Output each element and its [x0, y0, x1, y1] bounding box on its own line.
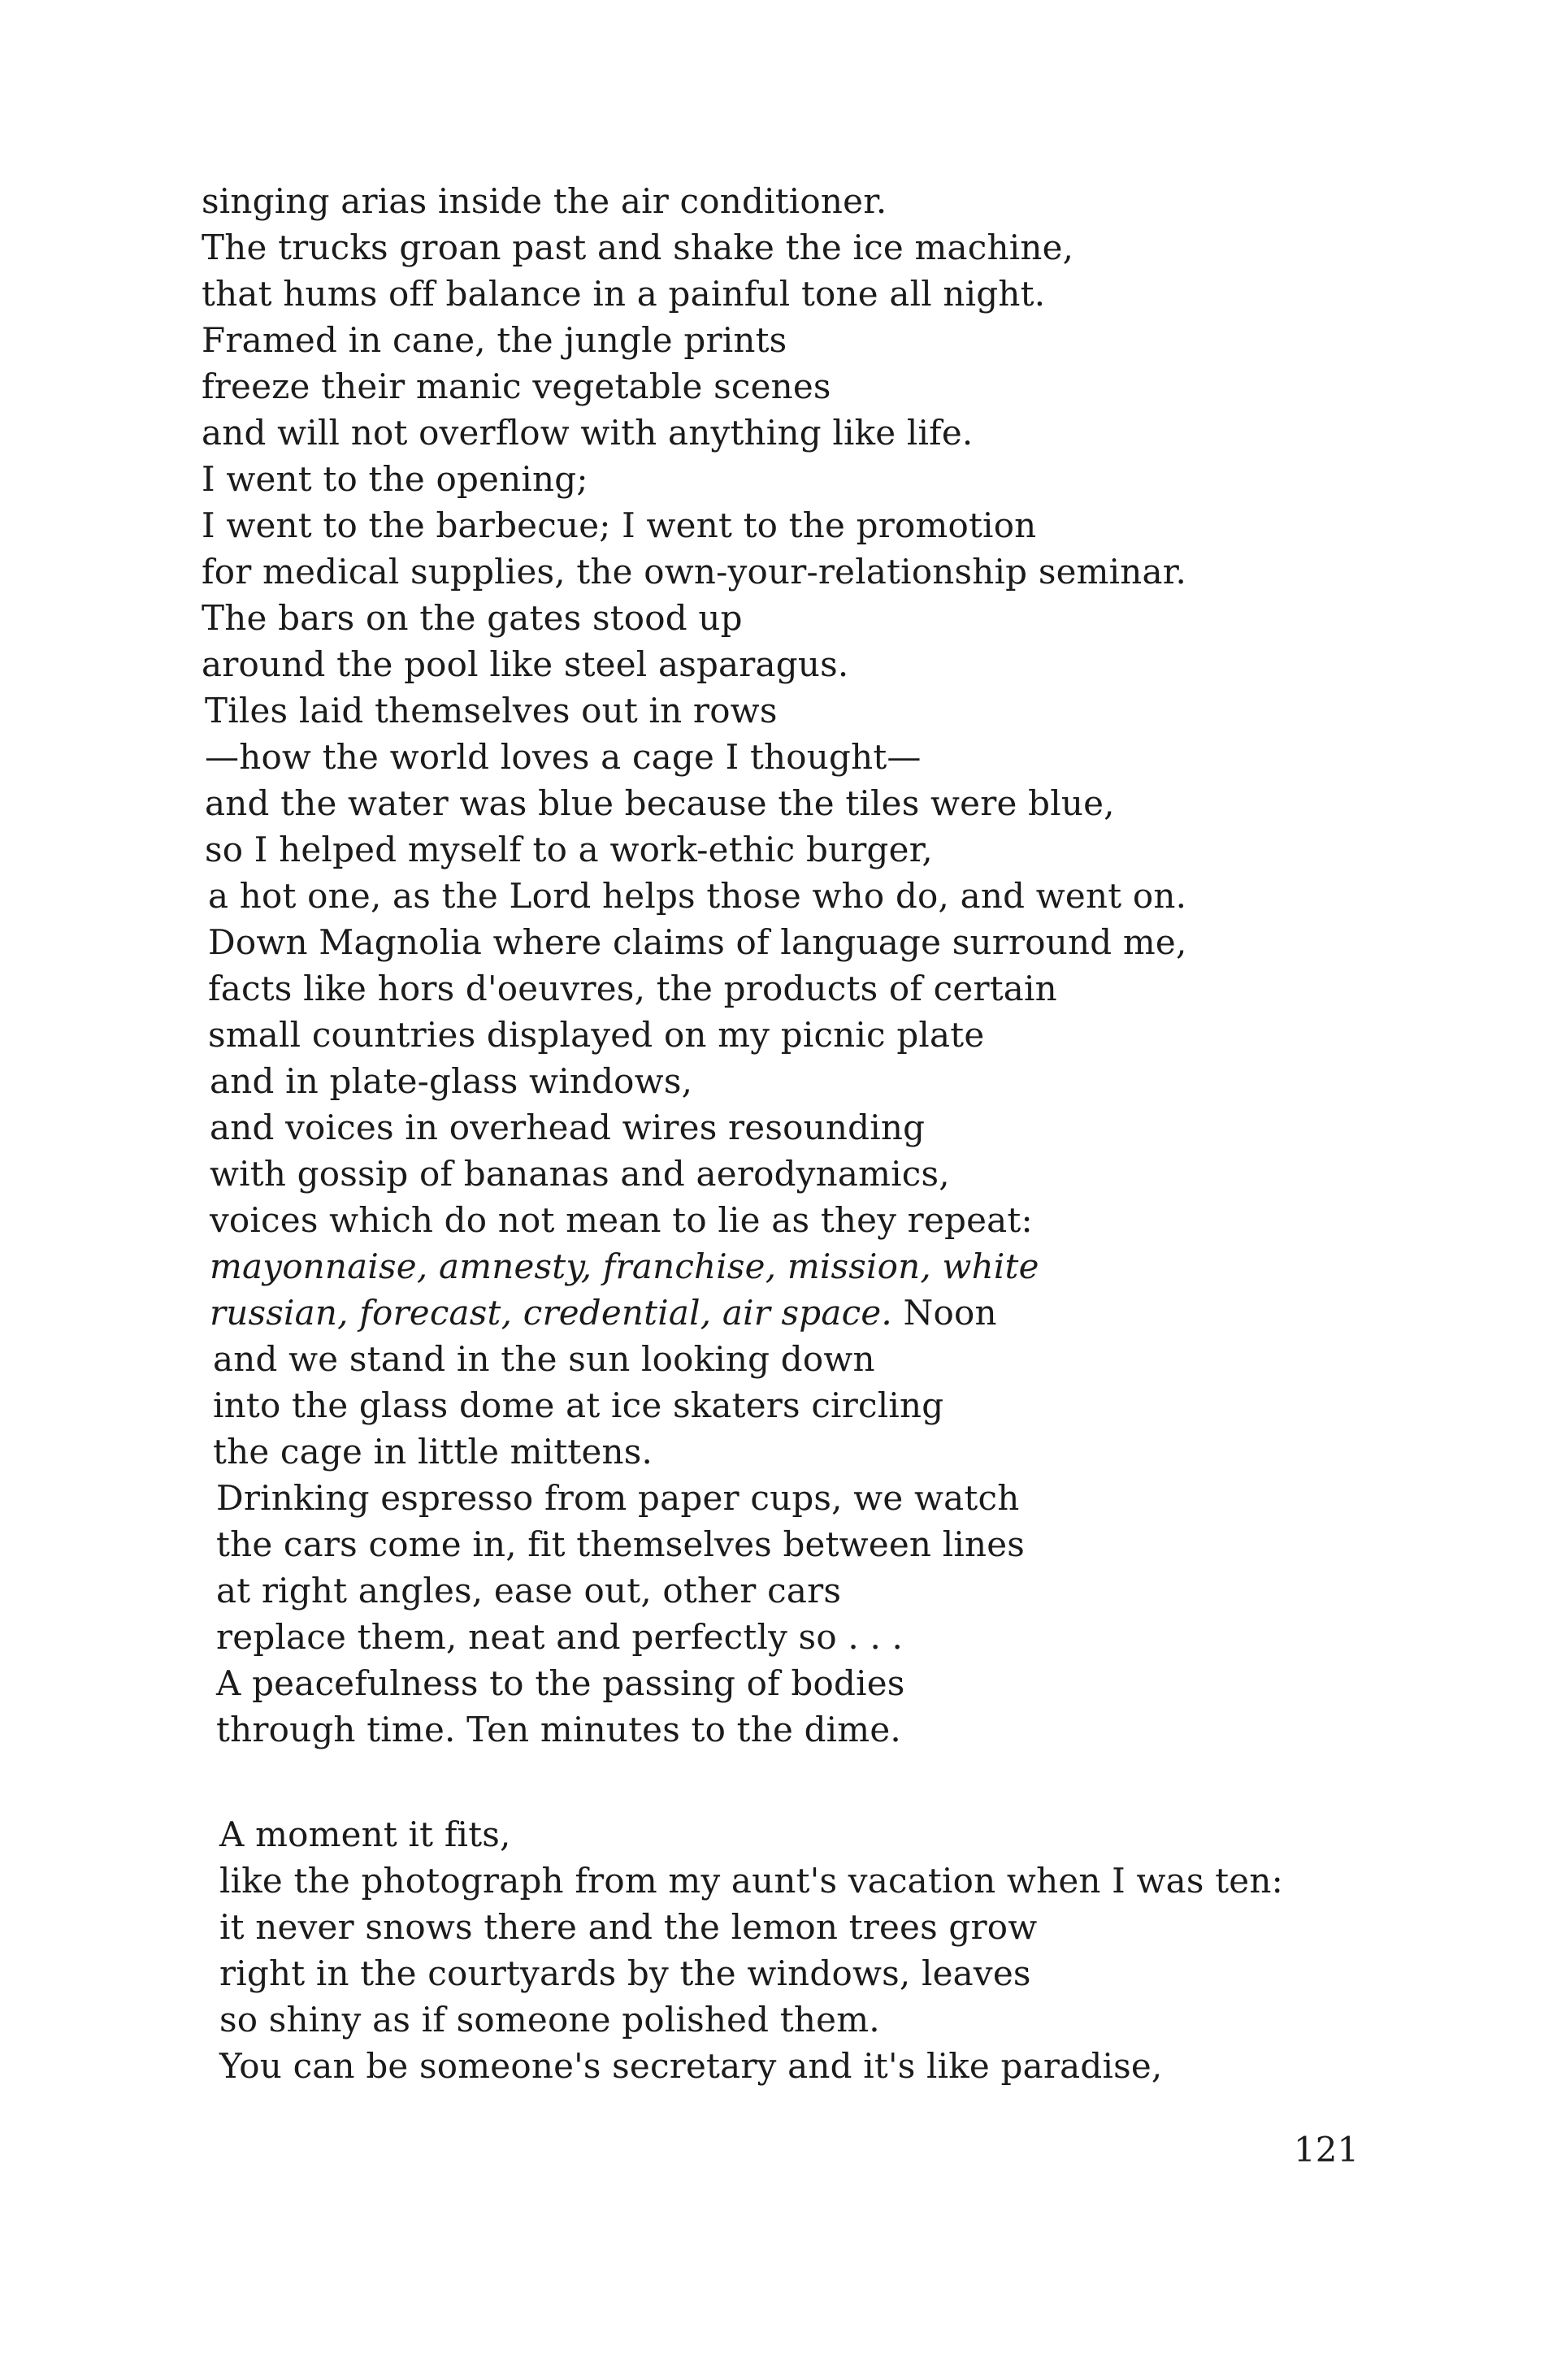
poem-line: A peacefulness to the passing of bodies [216, 1663, 905, 1703]
poem-line: replace them, neat and perfectly so . . . [216, 1617, 904, 1657]
poem-line: so I helped myself to a work-ethic burger, [205, 830, 933, 869]
poem-line: The bars on the gates stood up [202, 598, 743, 638]
poem-line: I went to the opening; [202, 459, 588, 499]
page-number: 121 [1294, 2130, 1360, 2170]
poem-line: You can be someone's secretary and it's like paradise, [219, 2046, 1163, 2086]
poem-line: and the water was blue because the tiles were blue, [205, 783, 1115, 823]
italic-word-list: mayonnaise, amnesty, franchise, mission, white [210, 1246, 1039, 1286]
poem-line: freeze their manic vegetable scenes [202, 366, 831, 406]
poem-line: I went to the barbecue; I went to the promotion [202, 505, 1037, 545]
poem-line: at right angles, ease out, other cars [216, 1571, 842, 1611]
poem-line: and voices in overhead wires resounding [210, 1108, 926, 1147]
poem-line: like the photograph from my aunt's vacation when I was ten: [219, 1861, 1283, 1901]
poem-line: Framed in cane, the jungle prints [202, 320, 787, 360]
poem-line-italic [210, 1244, 1039, 1290]
poem-line: around the pool like steel asparagus. [202, 644, 849, 684]
poem-line: and will not overflow with anything like life. [202, 413, 974, 453]
poem-line: and we stand in the sun looking down [213, 1339, 875, 1379]
poem-line: so shiny as if someone polished them. [219, 2000, 880, 2040]
poem-line: voices which do not mean to lie as they repeat: [210, 1200, 1033, 1240]
poem-line: it never snows there and the lemon trees grow [219, 1907, 1038, 1947]
poem-line: through time. Ten minutes to the dime. [216, 1710, 901, 1749]
poem-line: into the glass dome at ice skaters circling [213, 1385, 944, 1425]
poem-line: Tiles laid themselves out in rows [205, 691, 778, 730]
poem-line: —how the world loves a cage I thought— [205, 737, 922, 777]
italic-word-list: russian, forecast, credential, air space. [210, 1293, 892, 1333]
poem-line: for medical supplies, the own-your-relationship seminar. [202, 552, 1186, 592]
poem-line: the cage in little mittens. [213, 1432, 653, 1472]
roman-text: Noon [891, 1293, 997, 1333]
poem-line: The trucks groan past and shake the ice machine, [202, 228, 1074, 267]
poem-line: A moment it fits, [219, 1814, 511, 1854]
poem-line: Down Magnolia where claims of language surround me, [208, 922, 1187, 962]
poem-line: and in plate-glass windows, [210, 1061, 693, 1101]
poem-line: the cars come in, fit themselves between lines [216, 1524, 1026, 1564]
poem-line: with gossip of bananas and aerodynamics, [210, 1154, 950, 1194]
poem-line: facts like hors d'oeuvres, the products of certain [208, 969, 1057, 1008]
poem-line: singing arias inside the air conditioner. [202, 181, 887, 221]
poem-line: a hot one, as the Lord helps those who do, and went on. [208, 876, 1187, 916]
poem-line: right in the courtyards by the windows, leaves [219, 1953, 1031, 1993]
poem-line: Drinking espresso from paper cups, we watch [216, 1478, 1020, 1518]
poem-line-mixed [210, 1290, 997, 1336]
poem-line: small countries displayed on my picnic plate [208, 1015, 985, 1055]
poem-line: that hums off balance in a painful tone all night. [202, 274, 1046, 314]
